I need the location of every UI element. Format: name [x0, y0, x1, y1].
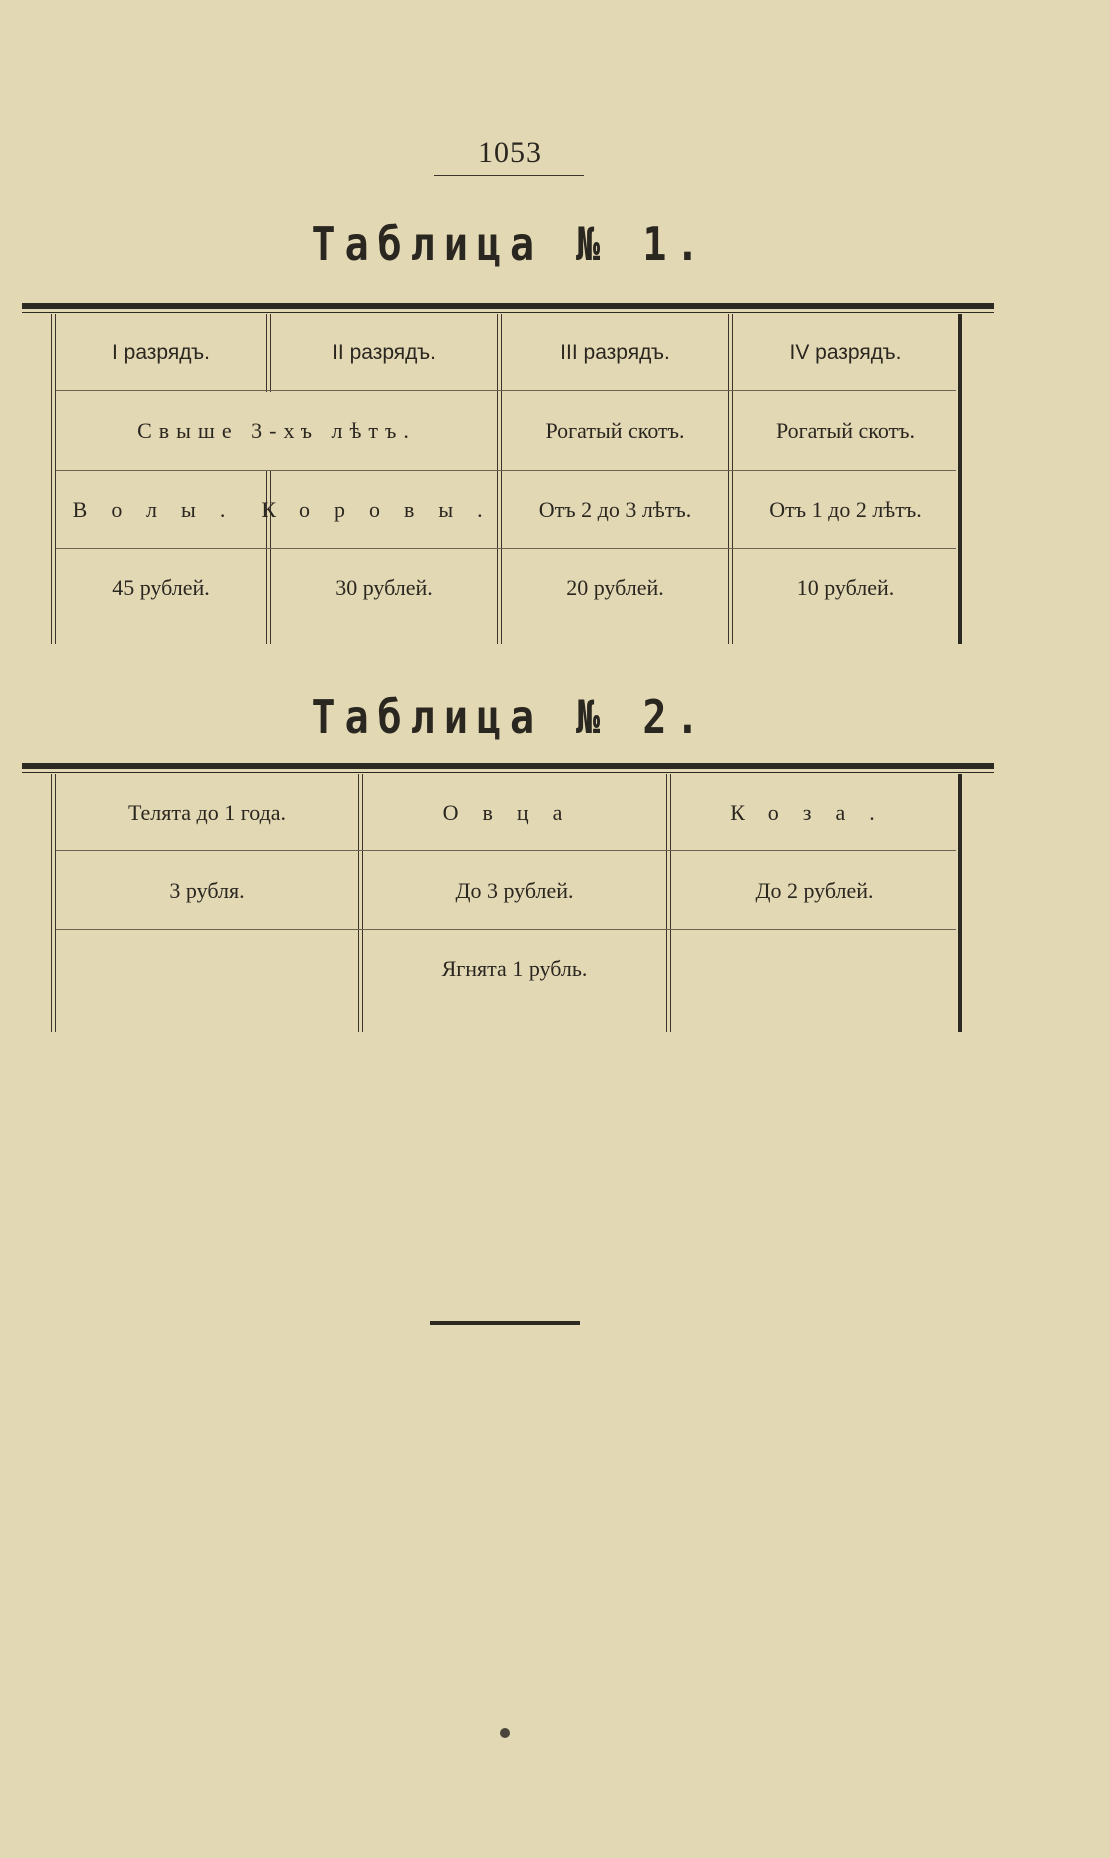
table-1-price-cell: 20 рублей. — [566, 575, 664, 600]
table-1-row-line — [56, 548, 956, 549]
table-1-header-cell: II разрядъ. — [332, 341, 436, 364]
table-1-age-cell: Рогатый скотъ. — [545, 418, 685, 443]
table-2-kind-cell: Телята до 1 года. — [127, 800, 287, 825]
table-2-kind-cell: Коза. — [730, 800, 899, 825]
table-2-row-line — [56, 850, 956, 851]
table-2-extra-cell: Ягнята 1 рубль. — [441, 956, 588, 981]
table-1-row-line — [56, 470, 956, 471]
table-1-kind-cell: Волы. — [72, 497, 250, 522]
table-2-top-rule — [22, 763, 994, 769]
page-number: 1053 — [478, 136, 542, 169]
table-2-right-border — [958, 774, 962, 1032]
table-1-row-line — [56, 390, 956, 391]
table-1-header-cell: III разрядъ. — [560, 341, 670, 364]
table-1-price-cell: 30 рублей. — [335, 575, 433, 600]
table-1-price-cell: 10 рублей. — [796, 575, 895, 600]
table-1-title: Таблица № 1. — [311, 218, 709, 272]
table-1-header-cell: I разрядъ. — [112, 341, 210, 364]
table-2-price-cell: 3 рубля. — [169, 877, 245, 903]
table-2-price-cell: До 2 рублей. — [755, 877, 874, 903]
end-rule — [430, 1321, 580, 1325]
table-1-age-cell: Свыше 3-хъ лѣтъ. — [137, 418, 416, 443]
table-2-price-cell: До 3 рублей. — [455, 877, 574, 903]
table-1-kind-cell: Отъ 1 до 2 лѣтъ. — [769, 497, 922, 522]
table-1-kind-cell: Отъ 2 до 3 лѣтъ. — [538, 497, 692, 522]
page-mark — [500, 1728, 510, 1738]
table-2-row-line — [56, 929, 956, 930]
table-2-kind-cell: Овца — [442, 800, 587, 825]
table-1-top-rule — [22, 303, 994, 309]
table-1-price-cell: 45 рублей. — [112, 575, 210, 600]
table-2-title: Таблица № 2. — [311, 691, 709, 745]
table-1-right-border — [958, 314, 962, 644]
table-2-top-rule-thin — [22, 772, 994, 773]
page-number-underline — [434, 175, 584, 176]
table-1-header-cell: IV разрядъ. — [789, 341, 902, 364]
table-1-top-rule-thin — [22, 312, 994, 313]
table-1-kind-cell: Коровы. — [261, 497, 507, 522]
table-1-age-cell: Рогатый скотъ. — [775, 418, 916, 443]
